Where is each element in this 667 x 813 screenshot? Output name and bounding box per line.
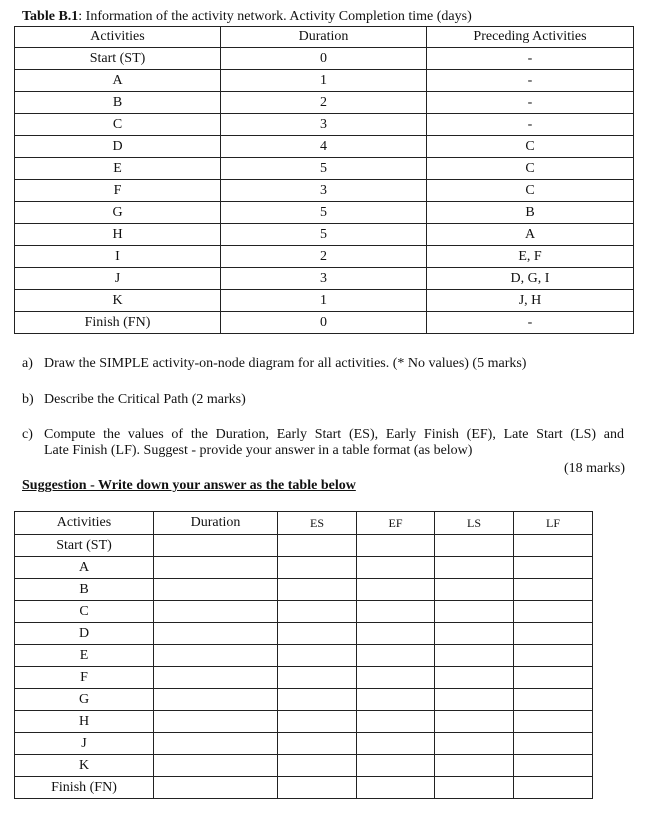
table-row [15, 70, 634, 92]
answer-row [15, 535, 593, 557]
answer-cell-lf[interactable] [514, 645, 593, 667]
header-duration: Duration [221, 27, 427, 48]
answer-cell-ls[interactable] [435, 755, 514, 777]
answer-cell-lf[interactable] [514, 557, 593, 579]
cell-preceding: - [427, 48, 634, 70]
answer-cell-activity: D [15, 623, 154, 645]
answer-cell-es[interactable] [278, 601, 357, 623]
question-b-label: b) [22, 392, 34, 407]
answer-row [15, 601, 593, 623]
answer-cell-lf[interactable] [514, 711, 593, 733]
question-a-text: Draw the SIMPLE activity-on-node diagram for all activities. (* No values) (5 marks) [44, 356, 527, 371]
cell-preceding: J, H [427, 290, 634, 312]
answer-cell-ef[interactable] [357, 667, 435, 689]
table-row [15, 202, 634, 224]
answer-cell-duration[interactable] [154, 711, 278, 733]
answer-cell-activity: G [15, 689, 154, 711]
answer-cell-ef[interactable] [357, 645, 435, 667]
cell-duration: 5 [221, 158, 427, 180]
cell-duration: 3 [221, 268, 427, 290]
cell-duration: 5 [221, 202, 427, 224]
cell-preceding: C [427, 136, 634, 158]
table-row [15, 158, 634, 180]
answer-cell-es[interactable] [278, 645, 357, 667]
answer-cell-ls[interactable] [435, 777, 514, 799]
answer-cell-duration[interactable] [154, 689, 278, 711]
table-row [15, 180, 634, 202]
answer-cell-ls[interactable] [435, 601, 514, 623]
answer-cell-es[interactable] [278, 733, 357, 755]
answer-cell-ef[interactable] [357, 601, 435, 623]
cell-preceding: - [427, 312, 634, 334]
cell-activity: A [15, 70, 221, 92]
answer-cell-duration[interactable] [154, 755, 278, 777]
answer-cell-es[interactable] [278, 689, 357, 711]
cell-activity: B [15, 92, 221, 114]
cell-duration: 0 [221, 48, 427, 70]
answer-cell-ls[interactable] [435, 623, 514, 645]
answer-cell-ls[interactable] [435, 557, 514, 579]
answer-cell-activity: E [15, 645, 154, 667]
answer-cell-es[interactable] [278, 623, 357, 645]
answer-cell-es[interactable] [278, 535, 357, 557]
answer-cell-es[interactable] [278, 579, 357, 601]
cell-duration: 2 [221, 92, 427, 114]
cell-duration: 4 [221, 136, 427, 158]
answer-cell-ls[interactable] [435, 535, 514, 557]
cell-activity: E [15, 158, 221, 180]
answer-header-es: ES [278, 512, 357, 535]
cell-activity: D [15, 136, 221, 158]
answer-cell-activity: B [15, 579, 154, 601]
cell-duration: 1 [221, 290, 427, 312]
answer-header-lf: LF [514, 512, 593, 535]
cell-duration: 0 [221, 312, 427, 334]
answer-cell-ef[interactable] [357, 733, 435, 755]
question-b [22, 392, 246, 408]
table-caption-label: Table B.1 [22, 9, 79, 24]
table-row [15, 48, 634, 70]
header-activities: Activities [15, 27, 221, 48]
answer-table [14, 511, 593, 799]
answer-cell-ef[interactable] [357, 755, 435, 777]
answer-cell-activity: J [15, 733, 154, 755]
table-caption [22, 9, 472, 25]
answer-cell-ls[interactable] [435, 579, 514, 601]
question-c [22, 427, 624, 459]
answer-row [15, 689, 593, 711]
answer-cell-ef[interactable] [357, 579, 435, 601]
answer-cell-ls[interactable] [435, 667, 514, 689]
answer-cell-activity: K [15, 755, 154, 777]
question-c-marks: (18 marks) [563, 461, 625, 476]
answer-header-ls: LS [435, 512, 514, 535]
answer-cell-es[interactable] [278, 711, 357, 733]
answer-cell-duration[interactable] [154, 557, 278, 579]
question-c-line1: Compute the values of the Duration, Early Start (ES), Early Finish (EF), Late Start (LS) and [44, 427, 624, 442]
cell-duration: 2 [221, 246, 427, 268]
cell-activity: J [15, 268, 221, 290]
table-row [15, 246, 634, 268]
answer-header-activities: Activities [15, 512, 154, 535]
answer-cell-ef[interactable] [357, 535, 435, 557]
table-row [15, 136, 634, 158]
answer-cell-activity: A [15, 557, 154, 579]
answer-cell-activity: C [15, 601, 154, 623]
answer-cell-duration[interactable] [154, 777, 278, 799]
cell-preceding: - [427, 70, 634, 92]
answer-cell-ls[interactable] [435, 645, 514, 667]
cell-preceding: - [427, 92, 634, 114]
table-row [15, 114, 634, 136]
cell-duration: 5 [221, 224, 427, 246]
answer-cell-lf[interactable] [514, 579, 593, 601]
answer-cell-ls[interactable] [435, 733, 514, 755]
answer-row [15, 777, 593, 799]
suggestion-heading: Suggestion - Write down your answer as the table below [22, 478, 356, 493]
answer-row [15, 755, 593, 777]
answer-cell-lf[interactable] [514, 755, 593, 777]
answer-cell-ef[interactable] [357, 711, 435, 733]
answer-cell-activity: H [15, 711, 154, 733]
answer-row [15, 623, 593, 645]
cell-duration: 1 [221, 70, 427, 92]
table-row [15, 290, 634, 312]
answer-cell-es[interactable] [278, 667, 357, 689]
cell-activity: Start (ST) [15, 48, 221, 70]
answer-row [15, 711, 593, 733]
answer-cell-activity: Start (ST) [15, 535, 154, 557]
question-c-line2: Late Finish (LF). Suggest - provide your answer in a table format (as below) [44, 443, 473, 458]
answer-cell-es[interactable] [278, 777, 357, 799]
cell-preceding: C [427, 158, 634, 180]
cell-duration: 3 [221, 114, 427, 136]
answer-cell-ef[interactable] [357, 689, 435, 711]
answer-cell-ls[interactable] [435, 689, 514, 711]
answer-cell-duration[interactable] [154, 645, 278, 667]
answer-cell-duration[interactable] [154, 601, 278, 623]
cell-preceding: C [427, 180, 634, 202]
answer-row [15, 579, 593, 601]
answer-cell-activity: F [15, 667, 154, 689]
question-b-text: Describe the Critical Path (2 marks) [44, 392, 246, 407]
table-row [15, 268, 634, 290]
answer-cell-lf[interactable] [514, 535, 593, 557]
cell-duration: 3 [221, 180, 427, 202]
question-c-label: c) [22, 427, 33, 442]
answer-cell-lf[interactable] [514, 601, 593, 623]
cell-activity: Finish (FN) [15, 312, 221, 334]
cell-preceding: B [427, 202, 634, 224]
cell-preceding: A [427, 224, 634, 246]
cell-activity: H [15, 224, 221, 246]
answer-cell-ef[interactable] [357, 557, 435, 579]
answer-cell-lf[interactable] [514, 689, 593, 711]
answer-header-duration: Duration [154, 512, 278, 535]
cell-activity: I [15, 246, 221, 268]
answer-cell-ef[interactable] [357, 777, 435, 799]
answer-row [15, 557, 593, 579]
table-row [15, 92, 634, 114]
table-header-row [15, 27, 634, 48]
cell-preceding: - [427, 114, 634, 136]
cell-preceding: E, F [427, 246, 634, 268]
table-row [15, 312, 634, 334]
answer-cell-ls[interactable] [435, 711, 514, 733]
answer-header-row [15, 512, 593, 535]
answer-cell-duration[interactable] [154, 535, 278, 557]
cell-activity: G [15, 202, 221, 224]
answer-cell-duration[interactable] [154, 579, 278, 601]
answer-cell-ef[interactable] [357, 623, 435, 645]
answer-row [15, 733, 593, 755]
question-a [22, 356, 526, 372]
answer-cell-lf[interactable] [514, 777, 593, 799]
table-row [15, 224, 634, 246]
answer-cell-activity: Finish (FN) [15, 777, 154, 799]
table-caption-text: : Information of the activity network. Activity Completion time (days) [78, 9, 472, 24]
activity-network-table [14, 26, 634, 334]
answer-cell-es[interactable] [278, 557, 357, 579]
header-preceding: Preceding Activities [427, 27, 634, 48]
answer-header-ef: EF [357, 512, 435, 535]
question-a-label: a) [22, 356, 33, 371]
answer-cell-lf[interactable] [514, 733, 593, 755]
answer-cell-lf[interactable] [514, 623, 593, 645]
cell-activity: C [15, 114, 221, 136]
cell-activity: K [15, 290, 221, 312]
answer-cell-duration[interactable] [154, 667, 278, 689]
answer-cell-duration[interactable] [154, 623, 278, 645]
cell-activity: F [15, 180, 221, 202]
cell-preceding: D, G, I [427, 268, 634, 290]
answer-row [15, 667, 593, 689]
answer-row [15, 645, 593, 667]
answer-cell-lf[interactable] [514, 667, 593, 689]
answer-cell-es[interactable] [278, 755, 357, 777]
answer-cell-duration[interactable] [154, 733, 278, 755]
